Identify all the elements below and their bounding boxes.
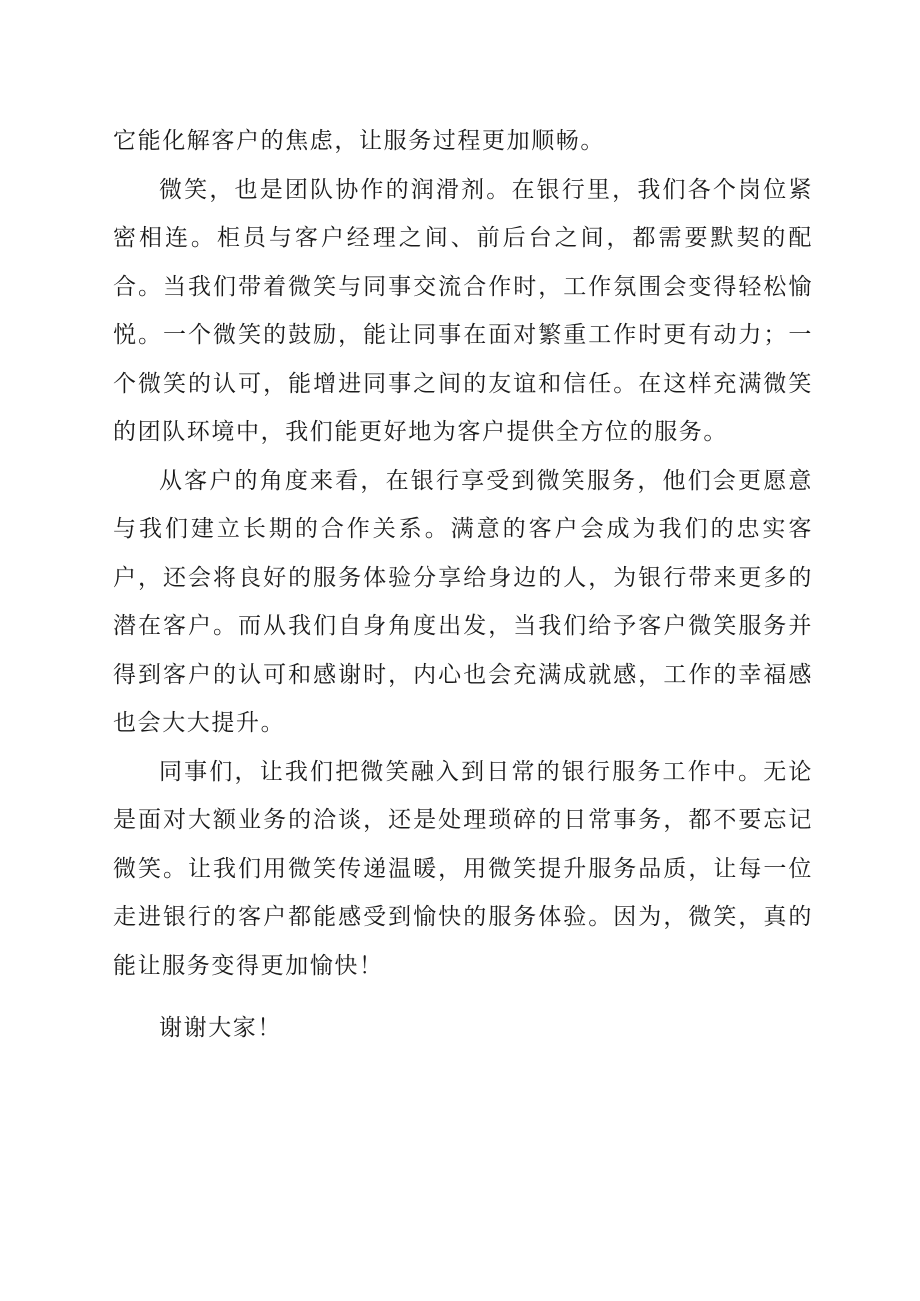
paragraph-teamwork: 微笑，也是团队协作的润滑剂。在银行里，我们各个岗位紧密相连。柜员与客户经理之间、前后台之间，都需要默契的配合。当我们带着微笑与同事交流合作时，工作氛围会变得轻松愉悦。一个微笑的鼓励，能让同事在面对繁重工作时更有动力；一个微笑的认可，能增进同事之间的友谊和信任。在这样充满微笑的团队环境中，我们能更好地为客户提供全方位的服务。 [113, 176, 813, 445]
paragraph-customer-view: 从客户的角度来看，在银行享受到微笑服务，他们会更愿意与我们建立长期的合作关系。满意的客户会成为我们的忠实客户，还会将良好的服务体验分享给身边的人，为银行带来更多的潜在客户。而从我们自身角度出发，当我们给予客户微笑服务并得到客户的认可和感谢时，内心也会充满成就感，工作的幸福感也会大大提升。 [113, 467, 813, 736]
speech-body [113, 117, 813, 1053]
paragraph-call-to-action: 同事们，让我们把微笑融入到日常的银行服务工作中。无论是面对大额业务的洽谈，还是处理琐碎的日常事务，都不要忘记微笑。让我们用微笑传递温暖，用微笑提升服务品质，让每一位走进银行的客户都能感受到愉快的服务体验。因为，微笑，真的能让服务变得更加愉快！ [113, 758, 813, 979]
closing-remark: 谢谢大家！ [159, 1015, 282, 1041]
paragraph-continuation: 它能化解客户的焦虑，让服务过程更加顺畅。 [113, 128, 605, 154]
